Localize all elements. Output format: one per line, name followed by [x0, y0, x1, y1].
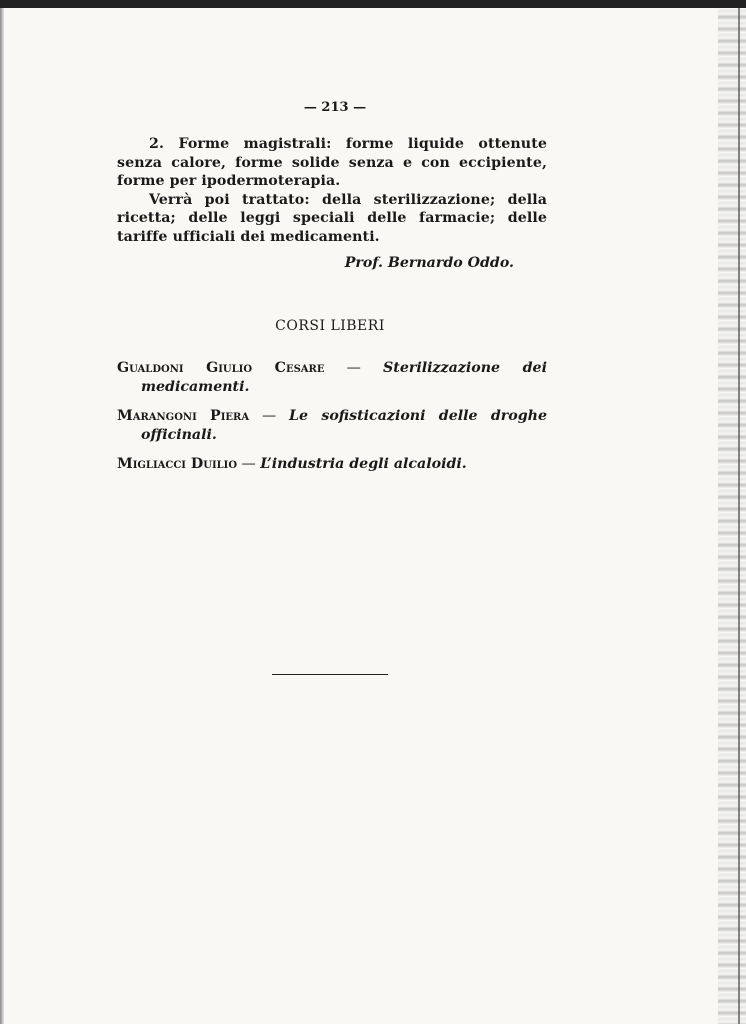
course-title: Le sofisticazioni delle droghe officinali.: [141, 408, 547, 443]
scan-top-edge: [0, 0, 746, 8]
horizontal-rule: [272, 674, 388, 675]
course-author: Migliacci Duilio: [117, 456, 238, 472]
course-author: Marangoni Piera: [117, 408, 250, 424]
body-text: [117, 135, 547, 246]
course-separator: —: [324, 360, 384, 376]
scan-right-edge: [718, 8, 746, 1024]
section-heading: CORSI LIBERI: [275, 318, 385, 334]
signature: Prof. Bernardo Oddo.: [344, 255, 514, 271]
course-title: L’industria degli alcaloidi.: [260, 456, 467, 472]
page-number: — 213 —: [303, 100, 367, 115]
course-entry: [117, 359, 547, 396]
scan-right-edge-line: [738, 8, 740, 1024]
course-entry: [117, 407, 547, 444]
course-title: Sterilizzazione dei medicamenti.: [141, 360, 547, 395]
paragraph-sterilizzazione: Verrà poi trattato: della sterilizzazione; della ricetta; delle leggi speciali delle farmacie; delle tariffe ufficiali dei medicamenti.: [117, 191, 547, 245]
course-author: Gualdoni Giulio Cesare: [117, 360, 325, 376]
course-separator: —: [249, 408, 290, 424]
course-separator: —: [237, 456, 261, 472]
paragraph-forme-magistrali: 2. Forme magistrali: forme liquide ottenute senza calore, forme solide senza e con eccipiente, forme per ipodermoterapia.: [117, 136, 547, 189]
scan-left-edge: [0, 8, 4, 1024]
course-entry: [117, 455, 547, 474]
